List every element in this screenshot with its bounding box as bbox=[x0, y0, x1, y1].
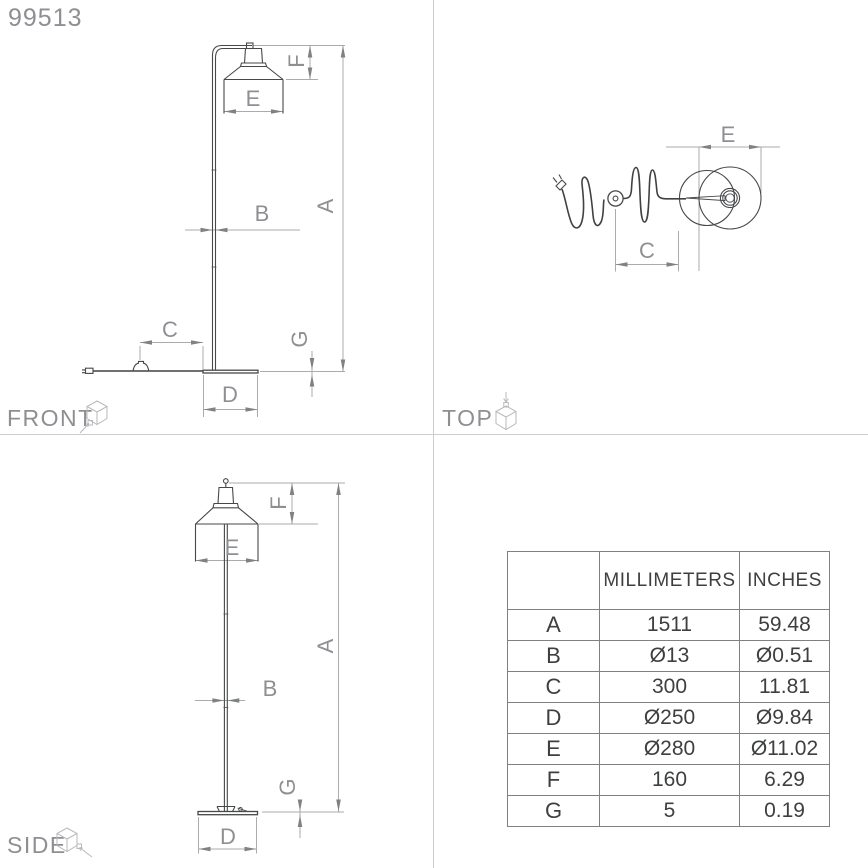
top-dimension-arrows bbox=[616, 145, 762, 267]
front-dim-label-d: D bbox=[222, 382, 238, 407]
row-label: F bbox=[508, 765, 600, 796]
table-header-inches: INCHES bbox=[740, 552, 830, 610]
row-inches: Ø9.84 bbox=[740, 703, 830, 734]
front-base bbox=[203, 370, 258, 373]
table-row bbox=[508, 610, 830, 641]
side-pole bbox=[223, 524, 228, 812]
front-dim-label-e: E bbox=[245, 86, 261, 111]
table-row bbox=[508, 641, 830, 672]
front-view-drawing bbox=[0, 0, 434, 434]
row-mm: 5 bbox=[600, 796, 740, 827]
table-header-millimeters: MILLIMETERS bbox=[600, 552, 740, 610]
row-inches: 59.48 bbox=[740, 610, 830, 641]
row-inches: Ø0.51 bbox=[740, 641, 830, 672]
top-dim-label-e: E bbox=[720, 122, 736, 147]
row-mm: 160 bbox=[600, 765, 740, 796]
side-dim-label-f: F bbox=[266, 496, 291, 510]
front-dim-label-a: A bbox=[313, 198, 338, 214]
row-label: G bbox=[508, 796, 600, 827]
side-dim-label-g: G bbox=[275, 778, 300, 796]
top-view-drawing bbox=[434, 0, 868, 434]
row-inches: 0.19 bbox=[740, 796, 830, 827]
top-dim-label-c: C bbox=[639, 238, 655, 263]
side-base bbox=[198, 812, 258, 815]
front-dimension-arrows bbox=[140, 46, 345, 412]
top-view-label: TOP bbox=[442, 405, 494, 431]
side-base-mount bbox=[217, 807, 247, 812]
top-socket-rings bbox=[720, 188, 739, 207]
side-dim-label-e: E bbox=[224, 535, 240, 560]
row-label: D bbox=[508, 703, 600, 734]
dimensions-table bbox=[507, 551, 830, 827]
row-mm: Ø280 bbox=[600, 734, 740, 765]
table-header-row bbox=[508, 552, 830, 610]
row-inches: 6.29 bbox=[740, 765, 830, 796]
side-dimension-arrows bbox=[196, 483, 341, 851]
row-mm: Ø13 bbox=[600, 641, 740, 672]
top-shade-circle bbox=[699, 167, 761, 229]
row-label: C bbox=[508, 672, 600, 703]
product-code: 99513 bbox=[8, 4, 83, 32]
row-mm: Ø250 bbox=[600, 703, 740, 734]
front-view-label: FRONT bbox=[7, 405, 94, 431]
side-dimension-lines bbox=[195, 483, 345, 854]
top-foot-switch bbox=[608, 191, 623, 206]
side-dim-label-d: D bbox=[220, 824, 236, 849]
table-header-empty bbox=[508, 552, 600, 610]
row-mm: 1511 bbox=[600, 610, 740, 641]
table-row bbox=[508, 672, 830, 703]
row-label: E bbox=[508, 734, 600, 765]
side-dim-label-a: A bbox=[313, 638, 338, 654]
side-lamp-outline bbox=[196, 479, 259, 815]
front-dim-label-c: C bbox=[162, 317, 178, 342]
row-label: A bbox=[508, 610, 600, 641]
table-row bbox=[508, 765, 830, 796]
side-view-label: SIDE bbox=[7, 832, 67, 858]
cube-side-face-arrow-icon bbox=[54, 826, 94, 862]
top-power-plug bbox=[553, 175, 566, 191]
table-row bbox=[508, 703, 830, 734]
cube-front-face-arrow-icon bbox=[78, 399, 112, 435]
front-dim-label-b: B bbox=[254, 201, 270, 226]
front-dimension-lines bbox=[140, 46, 345, 418]
cube-top-face-arrow-icon bbox=[491, 392, 521, 434]
top-power-cable-2 bbox=[624, 168, 687, 223]
front-dim-label-f: F bbox=[284, 54, 309, 68]
top-lamp-outline bbox=[553, 167, 761, 229]
row-inches: 11.81 bbox=[740, 672, 830, 703]
front-dim-label-g: G bbox=[287, 330, 312, 348]
side-view-drawing bbox=[0, 434, 434, 868]
front-foot-switch bbox=[133, 361, 149, 370]
top-power-cable bbox=[562, 177, 604, 228]
front-power-plug bbox=[82, 368, 93, 373]
top-arm bbox=[686, 196, 725, 201]
row-inches: Ø11.02 bbox=[740, 734, 830, 765]
table-row bbox=[508, 796, 830, 827]
table-row bbox=[508, 734, 830, 765]
row-mm: 300 bbox=[600, 672, 740, 703]
row-label: B bbox=[508, 641, 600, 672]
side-dim-label-b: B bbox=[262, 676, 278, 701]
